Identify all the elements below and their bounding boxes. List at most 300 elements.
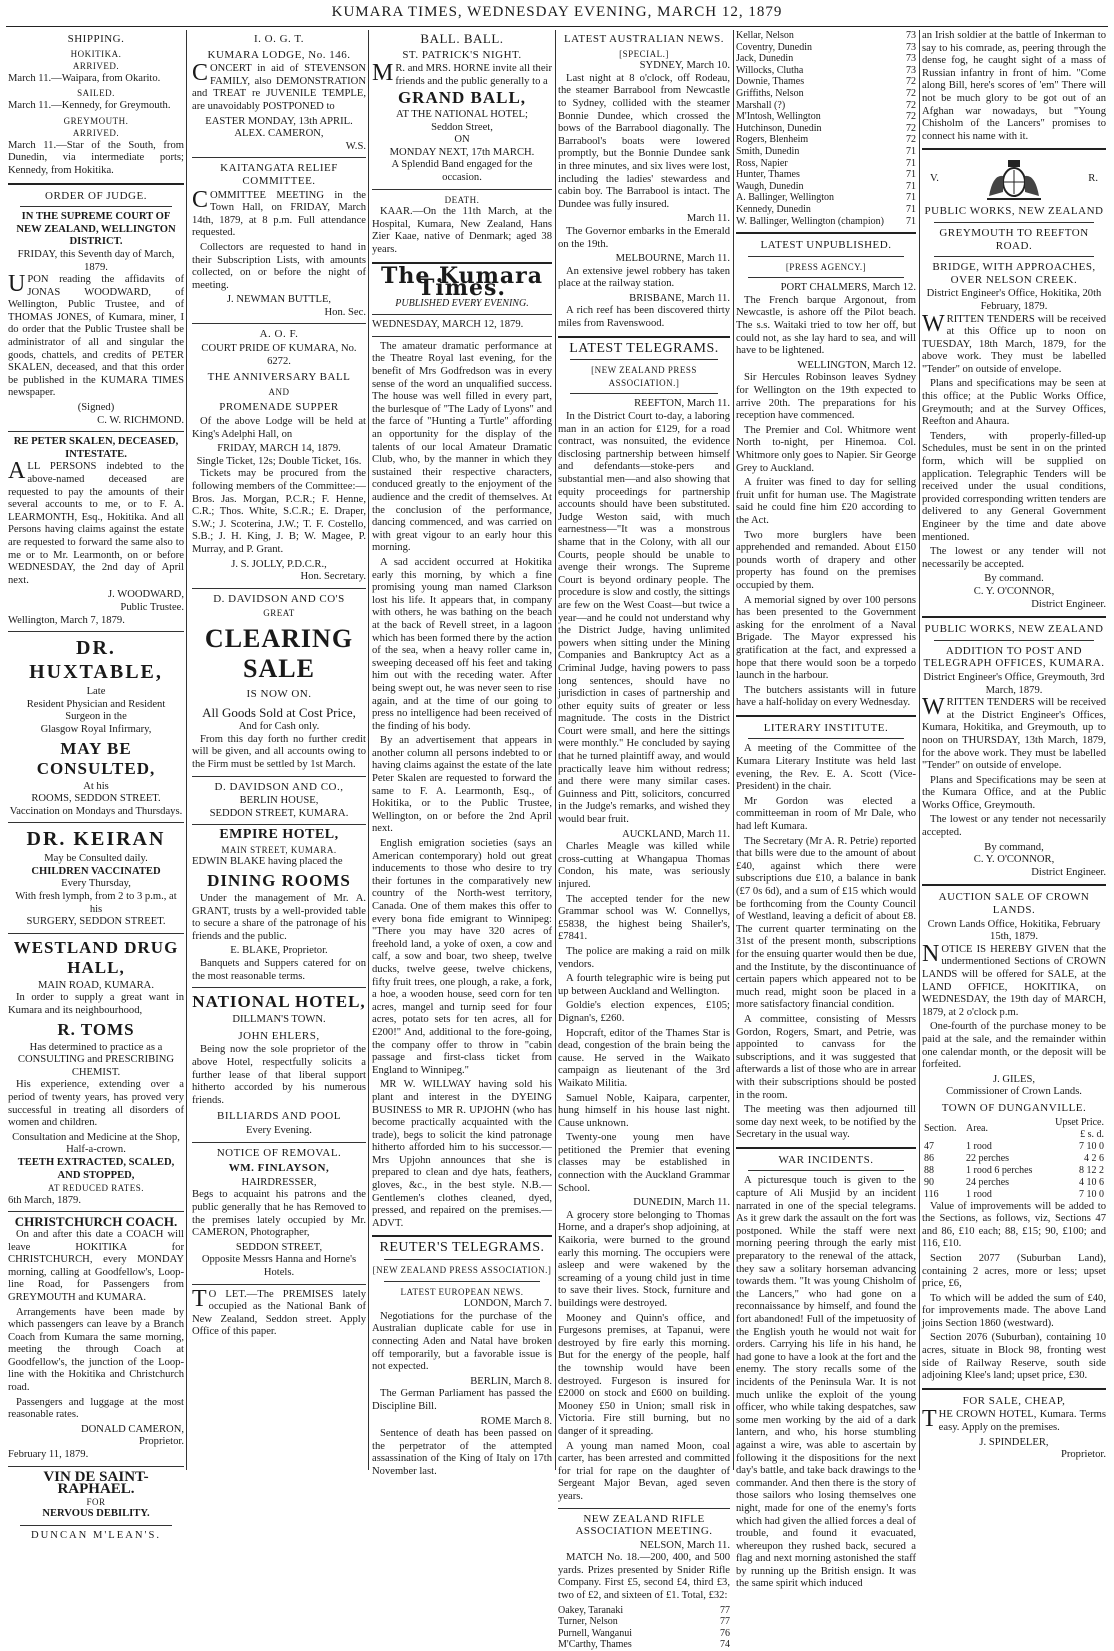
score-row — [736, 204, 916, 216]
skalen-heading: RE PETER SKALEN, DECEASED, INTESTATE. — [13, 436, 179, 460]
town-heading: TOWN OF DUNGANVILLE. — [941, 1101, 1087, 1114]
ball-on: ON — [454, 134, 470, 146]
huxtable-line: At his — [83, 780, 109, 792]
divider — [20, 1525, 172, 1526]
shipping-entry: March 11.—Star of the South, from Dunedin, via intermediate ports; Kennedy, from Hokitika. — [8, 139, 184, 176]
vin-seller: DUNCAN M'LEAN'S. — [31, 1530, 161, 1541]
news-item: The Governor embarks in the Emerald on the 19th. — [558, 225, 730, 250]
score: 73 — [906, 53, 916, 65]
divider — [192, 157, 366, 158]
news-item: A rich reef has been discovered thirty miles from Ravenswood. — [558, 305, 730, 330]
shooter: Kellar, Nelson — [736, 30, 794, 41]
publication-note: PUBLISHED EVERY EVENING. — [395, 297, 529, 309]
huxtable-name: DR. HUXTABLE, — [29, 637, 163, 684]
score-row — [736, 53, 916, 65]
order-signature: C. W. RICHMOND. — [97, 414, 184, 426]
score: 71 — [906, 157, 916, 169]
skalen-title: Public Trustee. — [120, 601, 184, 613]
lot-row — [922, 1141, 1106, 1153]
editorial-paragraph: English emigration societies (says an American contemporary) hold out great inducements to those who desire to try their fortunes in the comparatively new country of the North-west territory, Canada. One of them makes this offer to every bona fide emigrant to Winnipeg: "There you may have 320 acres of freehold land, a yoke of oxen, a cow and calf, a sow and boar, two sheep, twelve ducks, twelve geese, twelve chickens, fifty fruit trees, one plough, a rake, a fork, a hoe, a wooden house, seed corn for ten acres, mangel and turnip seed for four acres, potato sets for ten acres, all for £200!" And, additional to the fore-going, the company offer to throw in "cabin passage and first-class ticket from England to Winnipeg." — [372, 838, 552, 1076]
lot-area: 1 rood 6 perches — [966, 1164, 1033, 1176]
royal-crest — [930, 156, 1098, 202]
dateline: AUCKLAND, March 11. — [622, 828, 730, 840]
divider — [8, 1466, 184, 1467]
pw-office: District Engineer's Office, Hokitika, 20th February, 1879. — [926, 288, 1102, 312]
score: 71 — [906, 215, 916, 227]
lot-section: 116 — [924, 1188, 939, 1200]
editorial-paragraph: MR W. WILLWAY having sold his plant and interest in the DYEING BUSINESS to MR R. UPJOHN (who has become practically acquainted with the trade), begs to solicit the kind patronage hitherto afforded him to his successor.—Mrs Upjohn announces that she is prepared to clean and dye hats, feathers, gloves, &c., in the best style. N.B.—Gentlemen's clothes cleaned, dyed, pressed, and repaired on the premises.—ADVT. — [372, 1079, 552, 1229]
column-3 — [372, 30, 552, 1477]
crest-letter: R. — [1088, 173, 1098, 185]
pw-text: Plans and specifications may be seen at this office; at the Public Works Office, Greymouth; and at the Survey Offices, Reefton and Ahaura. — [922, 378, 1106, 428]
pw-title: District Engineer. — [1031, 866, 1106, 878]
berlin-house: BERLIN HOUSE, — [239, 795, 319, 807]
huxtable-consult: MAY BE CONSULTED, — [36, 738, 156, 778]
auction-heading: AUCTION SALE OF CROWN LANDS. — [938, 891, 1090, 917]
national-text: Being now the sole proprietor of the above Hotel, respectfully solicits a further lease of that liberal support hitherto accorded by his numerous friends. — [192, 1044, 366, 1106]
war-continued: an Irish soldier at the battle of Inkerman to say to his comrade, as, peering through the dense fog, he caught sight of a mass of Russian infantry in front of him. "Come along Bill, here's scores of 'em" There will not be much glory to be got out of an Afghan war nowadays, but "Young Chisholm of the Lancers" promises to connect his name with it. — [922, 30, 1106, 142]
aof-signature: J. S. JOLLY, P.D.C.R., — [231, 558, 327, 570]
davidson-cash: And for Cash only. — [238, 721, 320, 733]
score: 74 — [720, 1639, 730, 1651]
lot-section: 88 — [924, 1164, 934, 1176]
death-heading: DEATH. — [444, 194, 480, 205]
divider — [558, 336, 730, 338]
score-row — [736, 181, 916, 193]
news-item: Two more burglers have been apprehended and remanded. About £150 pounds worth of drapery and other property has found on the premises occupied by them. — [736, 529, 916, 591]
column-1 — [8, 30, 184, 1541]
shipping-port: GREYMOUTH. — [63, 115, 129, 126]
divider — [8, 822, 184, 823]
iogt-title: I. O. G. T. — [253, 33, 304, 45]
lot-area: 22 perches — [966, 1152, 1010, 1164]
iogt-date: EASTER MONDAY, 13th APRIL. — [205, 115, 353, 127]
column-rule — [733, 30, 734, 1470]
davidson-great: GREAT — [263, 608, 295, 619]
score-row — [736, 65, 916, 77]
score: 77 — [720, 1604, 730, 1616]
shooter: M'Carthy, Thames — [558, 1639, 632, 1651]
sale-title: Proprietor. — [1060, 1449, 1106, 1461]
pw-signature: C. Y. O'CONNOR, — [973, 854, 1055, 866]
iogt-title: W.S. — [345, 140, 366, 152]
shooter: Griffiths, Nelson — [736, 87, 804, 99]
shipping-title: SHIPPING. — [67, 33, 125, 45]
special-label: [SPECIAL.] — [619, 48, 669, 59]
dateline: DUNEDIN, March 11. — [633, 1197, 730, 1209]
ball-title: BALL. BALL. — [420, 31, 504, 46]
news-item: Sir Hercules Robinson leaves Sydney for Wellington on the 19th expected to arrive 20th. The preparations for his reception have commenced. — [736, 372, 916, 422]
dateline: REEFTON, March 11. — [634, 398, 730, 410]
pw-text: The lowest or any tender not necessarily accepted. — [922, 814, 1106, 839]
dateline: LONDON, March 7. — [463, 1298, 552, 1310]
shooter: Jack, Dunedin — [736, 53, 794, 65]
order-heading: IN THE SUPREME COURT OF NEW ZEALAND, WELLINGTON DISTRICT. — [16, 211, 176, 248]
score-row — [736, 100, 916, 112]
divider — [20, 206, 172, 207]
national-address: DILLMAN'S TOWN. — [232, 1014, 326, 1026]
lots-header: Area. — [966, 1122, 988, 1134]
sale-heading: FOR SALE, CHEAP, — [962, 1394, 1066, 1407]
aof-ball: THE ANNIVERSARY BALL — [207, 371, 351, 384]
shooter: A. Ballinger, Wellington — [736, 192, 835, 204]
removal-title: NOTICE OF REMOVAL. — [216, 1146, 342, 1159]
westland-teeth: TEETH EXTRACTED, SCALED, AND STOPPED, — [17, 1156, 175, 1181]
score-row — [558, 1605, 730, 1617]
unpublished-heading: LATEST UNPUBLISHED. — [760, 239, 892, 252]
westland-rates: AT REDUCED RATES. — [47, 1183, 145, 1194]
westland-title: WESTLAND DRUG HALL, — [13, 937, 179, 977]
kaitangata-text: Collectors are requested to hand in their Subscription Lists, with amounts collected, on or before the night of meeting. — [192, 241, 366, 291]
score: 71 — [906, 169, 916, 181]
page-masthead: KUMARA TIMES, WEDNESDAY EVENING, MARCH 12, 1879 — [331, 4, 783, 20]
news-item: Last night at 8 o'clock, off Rodeau, the steamer Barrabool from Newcastle to Sydney, collided with the steamer Bonnie Dundee, which crossed the bows of the Barrabool diagonally. The Barrabool's boats were lowered promptly, but the Bonnie Dundee sank in three minutes, and six lives were lost, including the ladies' stewardess and cabin boy. The Barrabool is intact. The Dundee was fully insured. — [558, 72, 730, 210]
dateline: March 11. — [686, 213, 730, 225]
auction-more: Value of improvements will be added to the Sections, as follows, viz, Sections 47 and 86, £10 each; 88, £15; 90, £100; and 116, £10. — [922, 1200, 1106, 1250]
westland-toms: R. TOMS — [57, 1019, 135, 1039]
pw-command: By command, — [984, 841, 1044, 853]
divider — [372, 336, 552, 337]
lots-header-units: £ s. d. — [1080, 1128, 1104, 1140]
removal-opposite: Opposite Messrs Hanna and Horne's Hotels. — [201, 1254, 357, 1278]
score-row — [736, 134, 916, 146]
sale-text: THE CROWN HOTEL, Kumara. Terms easy. Apply on the premises. — [922, 1406, 1106, 1434]
divider — [934, 640, 1094, 641]
auction-text: NOTICE IS HEREBY GIVEN that the undermentioned Sections of CROWN LANDS will be offered for SALE, at the LAND OFFICE, HOKITIKA, on WEDNESDAY, the 19th day of MARCH, 1879, at 2 o'clock p.m. — [922, 940, 1106, 1018]
divider — [384, 1259, 540, 1260]
news-item: An extensive jewel robbery has taken place at the railway station. — [558, 265, 730, 290]
score-row — [736, 216, 916, 228]
reuters-heading: REUTER'S TELEGRAMS. — [379, 1240, 545, 1256]
empire-proprietor: E. BLAKE, Proprietor. — [230, 945, 328, 957]
lot-area: 1 rood — [966, 1140, 992, 1152]
lot-price: 7 10 0 — [1079, 1140, 1104, 1152]
literary-paragraph: A meeting of the Committee of the Kumara Literary Institute was held last evening, the Rev. E. A. Scott (Vice-President) in the chair. — [736, 743, 916, 793]
lots-header: Section. — [924, 1122, 957, 1134]
lot-row — [922, 1165, 1106, 1177]
divider — [748, 256, 904, 257]
pw-text: Tenders, with properly-filled-up Schedules, must be sent in on the printed form, which will be supplied on application. Telegraphic Tenders will be received under the usual conditions, provided corresponding written tenders are delivered to any General Government Engineer by the time and date above mentioned. — [922, 430, 1106, 543]
shooter: Hunter, Thames — [736, 169, 800, 181]
lot-price: 7 10 0 — [1079, 1188, 1104, 1200]
davidson-cost: All Goods Sold at Cost Price, — [202, 704, 356, 720]
pw-signature: C. Y. O'CONNOR, — [973, 585, 1055, 597]
score-row — [736, 146, 916, 158]
westland-text: His experience, extending over a period of twenty years, has proved very successful in treating all disorders of women and children. — [8, 1079, 184, 1129]
editorial-paragraph: By an advertisement that appears in another column all persons indebted to or having claims against the estate of the late Peter Skalen are requested to forward the same to F. A. Learmonth, Esq., of Hokitika, or to the Public Trustee, Wellington, on or before the 2nd April next. — [372, 735, 552, 835]
lots-header — [1045, 1117, 1106, 1141]
pw-road: GREYMOUTH TO REEFTON ROAD. — [939, 226, 1089, 252]
column-4 — [558, 30, 730, 1651]
kaitangata-text: COMMITTEE MEETING in the Town Hall, on FRIDAY, March 14th, 1879, at 8 p.m. Full attendance requested. — [192, 186, 366, 239]
removal-text: Begs to acquaint his patrons and the public generally that he has Removed to the premises lately occupied by Mr. CAMERON, Photographer, — [192, 1189, 366, 1239]
editorial-paragraph: A sad accident occurred at Hokitika early this morning, by which a fine promising young man named Clarkson lost his life. It appears that, in company with others, he was bathing on the beach at the back of Revell street, in a lagoon which has been formed there by the action of the sea, when a heavy roller came in, sweeping deceased off his feet and taking him out with the receding water. After being swept out, he was never seen to rise again, and at the time of our going to press no intelligence had been received of the finding of his body. — [372, 556, 552, 732]
shipping-port: HOKITIKA. — [70, 48, 122, 59]
news-item: Twenty-one young men have petitioned the Premier that evening classes may be established in connection with the Auckland Grammar School. — [558, 1132, 730, 1194]
auction-title: Commissioner of Crown Lands. — [946, 1086, 1082, 1098]
divider — [570, 359, 718, 360]
davidson-title: D. DAVIDSON AND CO'S — [213, 592, 345, 605]
column-2 — [192, 30, 366, 1470]
shipping-label: SAILED. — [77, 88, 115, 99]
dateline: ROME March 8. — [480, 1415, 552, 1427]
news-item: Hopcraft, editor of the Thames Star is dead, congestion of the brain being the cause. He served in the Waikato campaign as lieutenant of the 3rd Waikato Militia. — [558, 1027, 730, 1089]
kaitangata-heading: KAITANGATA RELIEF COMMITTEE. — [220, 162, 338, 187]
score: 73 — [906, 64, 916, 76]
royal-arms-icon — [979, 156, 1049, 202]
kaitangata-signature: J. NEWMAN BUTTLE, — [226, 294, 332, 306]
news-item: In the District Court to-day, a laboring man in an action for £129, for a road contract, was nonsuited, the evidence disclosing partnership between himself and defendants—stoke-pers and substantial men—and also showing that equity proceedings for partnership accounts should have been substituted. Judge Weston said, with much earnestness—"It was a monstrous shame that in the Colony, with all our Courts, people should be unable to avenge their wrongs. The Supreme Court is beyond ordinary people. The procedure is slow and costly, the sittings are few on the West Coast—but twice a year—and he could not understand why the District Judge, having unlimited powers when sitting under the Mining Companies and Bankruptcy Act as a Criminal Judge, having powers to pass long sentences, should have no jurisdiction in cases of partnership and other equity suits of greater or less magnitude. The costs in the District Court were small, and here the sittings were monthly." He concluded by saying that he turned plaintiff away, and would practically leave him without redress; and there were many similar cases. Guinness and Pitt, solicitors, concurred in the Judge's remarks, and wished they would bear fruit. — [558, 411, 730, 826]
war-heading: WAR INCIDENTS. — [778, 1153, 874, 1166]
edition-date: WEDNESDAY, MARCH 12, 1879. — [372, 319, 524, 331]
keiran-line: Every Thursday, — [61, 878, 131, 890]
news-item: Negotiations for the purchase of the Australian duplicate cable for use in connecting Aden and Natal have broken off temporarily, but a favorable issue is not expected. — [372, 1310, 552, 1373]
divider — [8, 933, 184, 934]
news-item: A fruiter was fined to day for selling fruit unfit for human use. The Magistrate said he could fine him £20 according to the Act. — [736, 477, 916, 526]
aof-title: A. O. F. — [259, 328, 299, 341]
coach-signature: DONALD CAMERON, — [81, 1423, 184, 1435]
news-item: Sentence of death has been passed on the perpetrator of the attempted assassination of the King of Italy on 17th November last. — [372, 1428, 552, 1477]
shooter: Hutchinson, Dunedin — [736, 122, 822, 134]
aof-date: FRIDAY, MARCH 14, 1879. — [217, 443, 341, 455]
pw-heading: PUBLIC WORKS, NEW ZEALAND — [924, 205, 1104, 218]
score: 72 — [906, 76, 916, 88]
news-item: The accepted tender for the new Grammar school was W. Connellys, £5838, the highest being Shailer's, £7841. — [558, 893, 730, 943]
divider — [192, 1142, 366, 1143]
pw-text: WRITTEN TENDERS will be received at this Office up to noon on TUESDAY, 18th March, 1879, for the above work. They must be labelled "Tender" on outside of envelope. — [922, 310, 1106, 375]
masthead-rule — [6, 26, 1108, 27]
huxtable-line: Glasgow Royal Infirmary, — [40, 723, 152, 735]
divider — [570, 393, 718, 394]
score-row — [736, 123, 916, 135]
column-rule — [186, 30, 187, 1470]
tolet-text: TO LET.—The PREMISES lately occupied as the National Bank of New Zealand, Seddon street. Apply Office of this paper. — [192, 1285, 366, 1338]
column-rule — [555, 30, 556, 1470]
shipping-label: ARRIVED. — [72, 61, 120, 72]
keiran-line: With fresh lymph, from 2 to 3 p.m., at his — [15, 891, 177, 915]
divider — [934, 222, 1094, 223]
divider — [8, 1211, 184, 1212]
divider — [192, 588, 366, 589]
divider — [192, 824, 366, 825]
removal-trade: HAIRDRESSER, — [241, 1176, 317, 1188]
lot-section: 90 — [924, 1176, 934, 1188]
divider — [736, 232, 916, 234]
shooter: Rogers, Blenheim — [736, 134, 809, 146]
divider — [922, 884, 1106, 886]
reuters-subheading: LATEST EUROPEAN NEWS. — [400, 1286, 524, 1297]
score: 77 — [720, 1616, 730, 1628]
order-signed: (Signed) — [77, 402, 115, 414]
ball-date: MONDAY NEXT, 17th MARCH. — [389, 146, 535, 158]
literary-paragraph: The meeting was then adjourned till some day next week, to be notified by the Secretary in the usual way. — [736, 1104, 916, 1141]
pw-addition: ADDITION TO POST AND TELEGRAPH OFFICES, KUMARA. — [923, 644, 1105, 670]
divider — [372, 314, 552, 315]
keiran-line: May be Consulted daily. — [44, 853, 148, 865]
score: 76 — [720, 1627, 730, 1639]
telegrams-association: [NEW ZEALAND PRESS ASSOCIATION.] — [591, 365, 697, 388]
divider — [372, 1235, 552, 1237]
divider — [8, 183, 184, 185]
editorial-paragraph: The amateur dramatic performance at the Theatre Royal last evening, for the benefit of Mrs Godfredson was in every sense of the word an unqualified success. The house was well filled in every part, the burlesque of "The Lady of Lyons" and the farce of "Hunting a Turtle" affording an opportunity for the display of the talents of our local Amateur Dramatic Club, who, by the manner in which they sustained their respective characters, conduced greatly to the enjoyment of the audience and the credit of themselves. At the conclusion of the performance, dancing commenced, and was carried on with great vigour to an early hour this morning. — [372, 340, 552, 554]
skalen-body: ALL PERSONS indebted to the above-named deceased are requested to pay the amounts of their several accounts to me, or to F. A. LEARMONTH, Esq., Hokitika. And all Persons having claims against the estate are requested to forward the same also to me or to Mr. Learmonth, on or before WEDNESDAY, the 2nd day of April next. — [8, 458, 184, 586]
davidson-text: From this day forth no further credit will be given, and all accounts owing to the Firm must be settled by 1st March. — [192, 733, 366, 770]
literary-paragraph: A committee, consisting of Messrs Gordon, Rogers, Smart, and Petrie, was appointed to canvass for the subscriptions, and it was suggested that afterwards a list of those who are in arrear with their subscriptions should be posted in the room. — [736, 1013, 916, 1101]
dateline: PORT CHALMERS, March 12. — [780, 282, 916, 294]
divider — [558, 1508, 730, 1509]
lots-header-price: Upset Price. — [1055, 1116, 1104, 1128]
dateline: BERLIN, March 8. — [470, 1375, 552, 1387]
score: 71 — [906, 192, 916, 204]
divider — [736, 1147, 916, 1149]
divider — [192, 1284, 366, 1285]
removal-street: SEDDON STREET, — [235, 1241, 323, 1253]
pw-title: District Engineer. — [1031, 598, 1106, 610]
westland-text: Has determined to practice as a CONSULTING and PRESCRIBING CHEMIST. — [17, 1041, 175, 1078]
iogt-body: CONCERT in aid of STEVENSON FAMILY, also DEMONSTRATION and TREAT re JUVENILE TEMPLE, are unavoidably POSTPONED to — [192, 60, 366, 112]
rifle-heading: NEW ZEALAND RIFLE ASSOCIATION MEETING. — [575, 1512, 713, 1538]
coach-text: Arrangements have been made by which passengers can leave by a Branch Coach from Kumara the same morning, meeting the through Coach at Goodfellow's, the junction of the Loop-line with the Hokitika and Christchurch road. — [8, 1306, 184, 1394]
score: 72 — [906, 122, 916, 134]
empire-address: MAIN STREET, KUMARA. — [221, 844, 337, 855]
shooter: Kennedy, Dunedin — [736, 203, 811, 215]
literary-heading: LITERARY INSTITUTE. — [763, 721, 889, 734]
shooter: Oakey, Taranaki — [558, 1604, 624, 1616]
news-item: The Premier and Col. Whitmore went North to-night, per Hinemoa. Col. Whitmore only goes to Napier. Sir George Grey to Auckland. — [736, 424, 916, 474]
news-item: Samuel Noble, Kaipara, carpenter, hung himself in his house last night. Cause unknown. — [558, 1092, 730, 1129]
ball-night: ST. PATRICK'S NIGHT. — [402, 48, 522, 61]
auction-more: To which will be added the sum of £40, for improvements made. The above Land joins Section 1860 (westward). — [922, 1292, 1106, 1329]
pw-heading: PUBLIC WORKS, NEW ZEALAND — [924, 623, 1104, 636]
australian-news-heading: LATEST AUSTRALIAN NEWS. — [563, 33, 725, 45]
dateline: NELSON, March 11. — [639, 1539, 730, 1551]
national-billiards: BILLIARDS AND POOL — [217, 1110, 341, 1123]
divider — [192, 323, 366, 324]
auction-more: Section 2077 (Suburban Land), containing 2 acres, more or less; upset price, £6, — [922, 1252, 1106, 1290]
auction-more: Section 2076 (Suburban), containing 10 acres, situate in Block 98, fronting west side of Railway Reserve, south side adjoining Klee's land; upset price, £30. — [922, 1332, 1106, 1382]
divider — [922, 616, 1106, 618]
lot-section: 86 — [924, 1152, 934, 1164]
huxtable-line: Resident Physician and Resident Surgeon in the — [26, 698, 166, 723]
berlin-title: D. DAVIDSON AND CO., — [214, 780, 344, 793]
shooter: M'Intosh, Wellington — [736, 111, 821, 123]
lot-area: 1 rood — [966, 1188, 992, 1200]
lot-row — [922, 1189, 1106, 1201]
order-date: FRIDAY, this Seventh day of March, 1879. — [17, 248, 175, 273]
score: 72 — [906, 87, 916, 99]
dateline: SYDNEY, March 10. — [639, 60, 730, 72]
skalen-signature: J. WOODWARD, — [107, 589, 184, 601]
lots-header-row — [922, 1117, 1106, 1141]
iogt-lodge: KUMARA LODGE, No. 146. — [207, 48, 351, 61]
vin-title: VIN DE SAINT-RAPHAEL. — [43, 1468, 149, 1498]
score-row — [736, 76, 916, 88]
column-rule — [919, 30, 920, 1470]
shipping-entry: March 11.—Kennedy, for Greymouth. — [8, 99, 171, 111]
literary-paragraph: Mr Gordon was elected a committeeman in room of Mr Dale, who had left Kumara. — [736, 795, 916, 833]
divider — [748, 1170, 904, 1171]
westland-text: Consultation and Medicine at the Shop, Half-a-crown. — [12, 1131, 180, 1156]
score-row — [558, 1639, 730, 1651]
lot-area: 24 perches — [966, 1176, 1010, 1188]
dateline: MELBOURNE, March 11. — [615, 253, 730, 265]
westland-date: 6th March, 1879. — [8, 1194, 81, 1206]
score: 72 — [906, 99, 916, 111]
shooter: Turner, Nelson — [558, 1616, 618, 1628]
auction-signature: J. GILES, — [992, 1073, 1036, 1085]
news-item: The police are making a raid on milk vendors. — [558, 945, 730, 970]
news-item: Goldie's election expences, £105; Dignan's, £260. — [558, 1000, 730, 1024]
score: 73 — [906, 30, 916, 41]
westland-address: MAIN ROAD, KUMARA. — [38, 979, 154, 991]
score-row — [736, 158, 916, 170]
coach-heading: CHRISTCHURCH COACH. — [14, 1214, 178, 1230]
score-row — [736, 42, 916, 54]
aof-text: Of the above Lodge will be held at King's Adelphi Hall, on — [192, 416, 366, 440]
national-proprietor: JOHN EHLERS, — [238, 1029, 320, 1042]
news-item: Charles Meagle was killed while cross-cutting at Whangapua Thomas Condon, his mate, was seriously injured. — [558, 841, 730, 890]
death-notice: KAAR.—On the 11th March, at the Hospital, Kumara, New Zealand, Hans Zier Kaae, native of Denmark; aged 38 years. — [372, 206, 552, 255]
ball-text: MR. and MRS. HORNE invite all their friends and the public generally to a — [372, 60, 552, 87]
skalen-place-date: Wellington, March 7, 1879. — [8, 614, 125, 626]
order-body: UPON reading the affidavits of JONAS WOODWARD, of Wellington, Public Trustee, and of THOMAS JONES, of Kumara, miner, I do order that the Public Trustee shall be administrator of all and singular the goods, chattels, and credits of PETER SKALEN, deceased, and that this order be published in the KUMARA TIMES newspaper. — [8, 271, 184, 399]
dateline: BRISBANE, March 11. — [629, 292, 730, 304]
column-6 — [922, 30, 1106, 1470]
pw-text: Plans and Specifications may be seen at the Kumara Office, and at the Public Works Office, Greymouth. — [922, 774, 1106, 811]
score-row — [736, 88, 916, 100]
aof-and: AND — [268, 386, 290, 397]
order-title: ORDER OF JUDGE. — [45, 189, 147, 202]
shooter: W. Ballinger, Wellington (champion) — [736, 215, 884, 227]
pw-text: The lowest or any tender will not necessarily be accepted. — [922, 546, 1106, 570]
news-item: A fourth telegraphic wire is being put up between Auckland and Wellington. — [558, 973, 730, 997]
aof-supper: PROMENADE SUPPER — [219, 401, 339, 414]
berlin-address: SEDDON STREET, KUMARA. — [209, 807, 349, 819]
coach-title: Proprietor. — [138, 1436, 184, 1448]
score: 71 — [906, 180, 916, 192]
score-row — [736, 192, 916, 204]
auction-office: Crown Lands Office, Hokitika, February 15th, 1879. — [927, 918, 1101, 943]
press-agency: [PRESS AGENCY.] — [785, 261, 867, 272]
lots-table — [922, 1117, 1106, 1201]
huxtable-rooms: ROOMS, SEDDON STREET. — [31, 793, 161, 805]
coach-text: On and after this date a COACH will leave HOKITIKA for CHRISTCHURCH, every MONDAY morning, calling at Goodfellow's, Loop-line Road, for Passengers from GREYMOUTH and KUMARA. — [8, 1228, 184, 1303]
divider — [736, 715, 916, 717]
westland-text: In order to supply a great want in Kumara and its neighbourhood, — [8, 992, 184, 1017]
lot-section: 47 — [924, 1140, 934, 1152]
divider — [372, 189, 552, 190]
score: 72 — [906, 111, 916, 123]
shipping-entry: March 11.—Waipara, from Okarito. — [8, 72, 161, 84]
divider — [192, 987, 366, 988]
empire-title: EMPIRE HOTEL, — [219, 827, 339, 843]
shooter: Purnell, Wanganui — [558, 1627, 632, 1639]
score-row — [558, 1628, 730, 1640]
column-5 — [736, 30, 916, 1590]
score: 72 — [906, 134, 916, 146]
auction-terms: One-fourth of the purchase money to be paid at the sale, and the remainder within one calendar month, or the deposit will be forfeited. — [922, 1021, 1106, 1071]
score-row — [736, 169, 916, 181]
score-row — [736, 30, 916, 42]
keiran-vaccinated: CHILDREN VACCINATED — [31, 865, 161, 877]
aof-title: Hon. Secretary. — [300, 571, 366, 583]
shooter: Waugh, Dunedin — [736, 180, 804, 192]
shipping-label: ARRIVED. — [72, 128, 120, 139]
ball-band: A Splendid Band engaged for the occasion. — [391, 159, 533, 183]
divider — [922, 1388, 1106, 1390]
divider — [8, 431, 184, 432]
lot-price: 8 12 2 — [1079, 1164, 1104, 1176]
